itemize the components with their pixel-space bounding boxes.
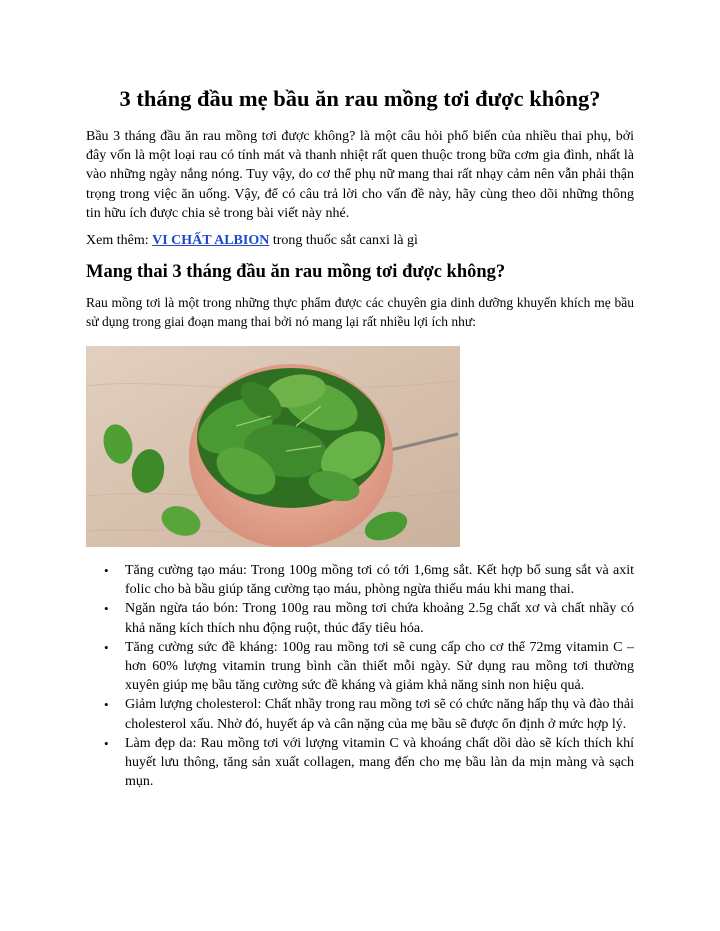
benefit-text: Tăng cường tạo máu: Trong 100g mồng tơi có tới 1,6mg sắt. Kết hợp bổ sung sắt và axit folic cho bà bầu giúp tăng cường tạo máu, phòng ngừa thiếu máu khi mang thai. xyxy=(125,563,634,598)
see-more-suffix: trong thuốc sắt canxi là gì xyxy=(269,233,418,249)
list-item xyxy=(104,638,634,696)
bullet-icon: • xyxy=(104,735,109,751)
section-heading: Mang thai 3 tháng đầu ăn rau mồng tơi được không? xyxy=(86,262,506,283)
benefit-text: Ngăn ngừa táo bón: Trong 100g rau mồng tơi chứa khoảng 2.5g chất xơ và chất nhầy có khả năng kích thích nhu động ruột, thúc đẩy tiêu hóa. xyxy=(125,601,634,636)
list-item xyxy=(104,695,634,733)
bullet-icon: • xyxy=(104,697,109,713)
list-item xyxy=(104,734,634,792)
albion-link[interactable]: VI CHẤT ALBION xyxy=(152,233,270,249)
list-item xyxy=(104,561,634,599)
list-item xyxy=(104,599,634,637)
bullet-icon: • xyxy=(104,601,109,617)
page-title: 3 tháng đầu mẹ bầu ăn rau mồng tơi được không? xyxy=(119,86,601,111)
benefit-text: Làm đẹp da: Rau mồng tơi với lượng vitamin C và khoáng chất dồi dào sẽ kích thích khí huyết lưu thông, tăng sản xuất collagen, mang đến cho mẹ bầu làn da mịn màng và sạch mụn. xyxy=(125,735,634,790)
bullet-icon: • xyxy=(104,563,109,579)
section-paragraph: Rau mồng tơi là một trong những thực phẩm được các chuyên gia dinh dưỡng khuyến khích mẹ bầu sử dụng trong giai đoạn mang thai bởi nó mang lại rất nhiều lợi ích như: xyxy=(86,295,634,330)
benefit-text: Giảm lượng cholesterol: Chất nhầy trong rau mồng tơi sẽ có chức năng hấp thụ và đào thải cholesterol xấu. Nhờ đó, huyết áp và cân nặng của mẹ bầu sẽ được ổn định ở mức hợp lý. xyxy=(125,697,634,732)
see-more-prefix: Xem thêm: xyxy=(86,233,153,249)
benefit-text: Tăng cường sức đề kháng: 100g rau mồng tơi sẽ cung cấp cho cơ thể 72mg vitamin C – hơn 60% lượng vitamin trung bình cần thiết mỗi ngày. Sử dụng rau mồng tơi thường xuyên giúp mẹ bầu tăng cường sức đề kháng và giảm khả năng sinh non hiệu quả. xyxy=(125,639,634,694)
spinach-bowl-photo xyxy=(86,346,460,547)
intro-paragraph: Bầu 3 tháng đầu ăn rau mồng tơi được không? là một câu hỏi phổ biến của nhiều thai phụ, bởi đây vốn là một loại rau có tính mát và thanh nhiệt rất quen thuộc trong bữa cơm gia đình, nhất là vào những ngày nắng nóng. Tuy vậy, do cơ thể phụ nữ mang thai rất nhạy cảm nên vẫn phải thận trọng trong việc ăn uống. Vậy, để có câu trả lời cho vấn đề này, hãy cùng theo dõi những thông tin hữu ích được chia sẻ trong bài viết này nhé. xyxy=(86,129,634,221)
see-more-line xyxy=(86,231,634,250)
bullet-icon: • xyxy=(104,639,109,655)
benefits-list xyxy=(86,561,634,791)
